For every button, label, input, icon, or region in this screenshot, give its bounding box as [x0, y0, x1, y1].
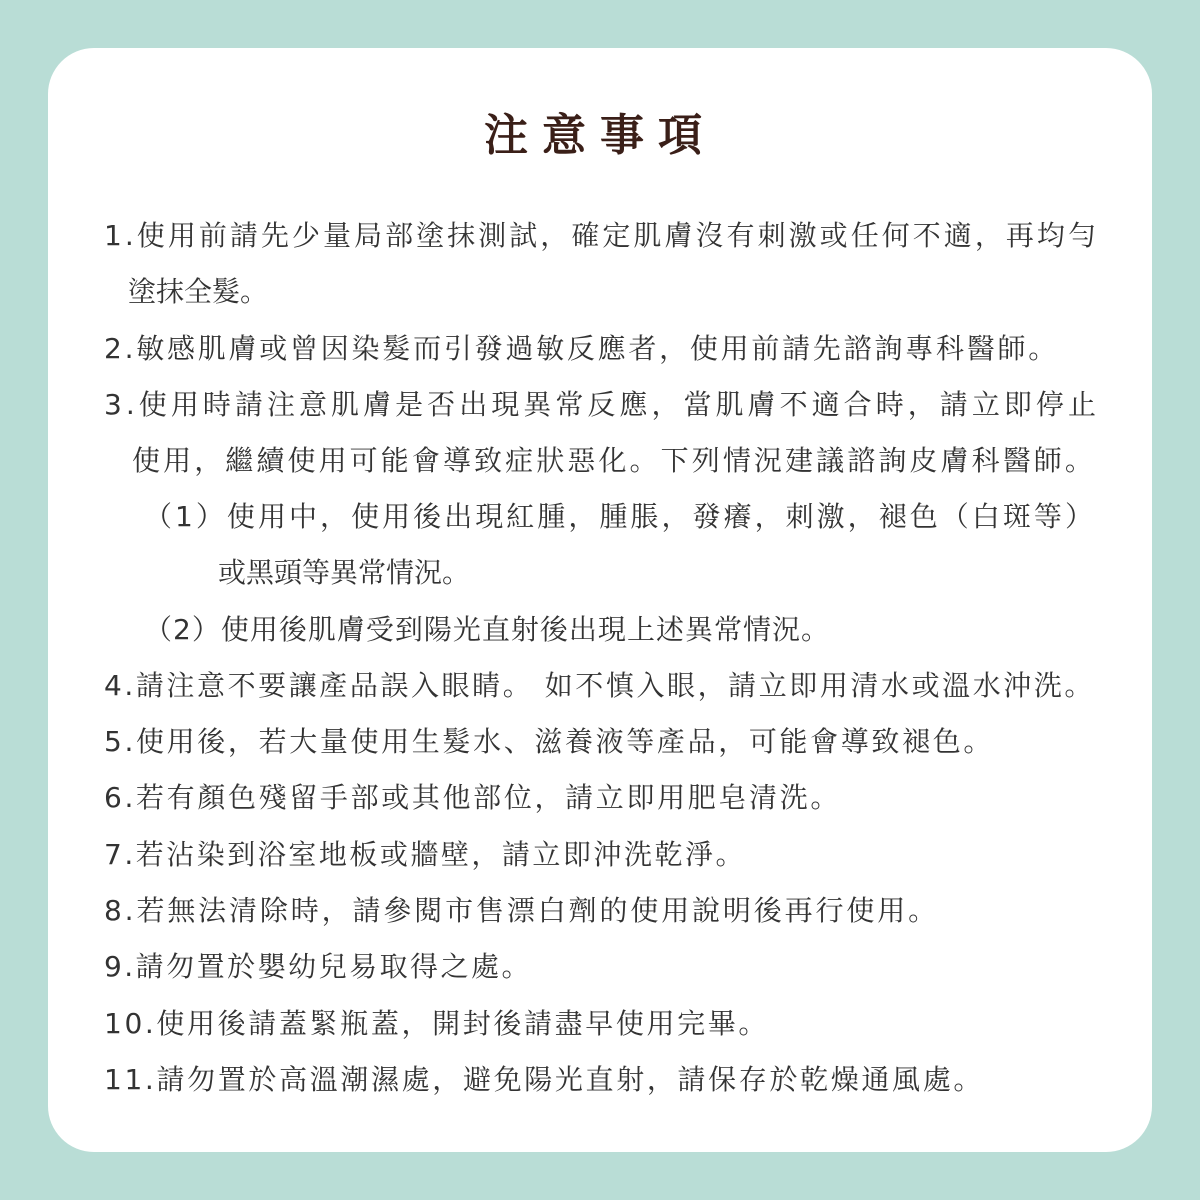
- notice-item-9: 9.請勿置於嬰幼兒易取得之處。: [104, 950, 532, 983]
- notice-item-2: 2.敏感肌膚或曾因染髮而引發過敏反應者，使用前請先諮詢專科醫師。: [104, 332, 1059, 365]
- notice-subitem-2: （2）使用後肌膚受到陽光直射後出現上述異常情況。: [144, 613, 830, 646]
- notice-item-3: 3.使用時請注意肌膚是否出現異常反應，當肌膚不適合時，請立即停止: [104, 388, 1100, 421]
- notice-item-5: 5.使用後，若大量使用生髮水、滋養液等產品，可能會導致褪色。: [104, 725, 994, 758]
- notice-item-6: 6.若有顏色殘留手部或其他部位，請立即用肥皂清洗。: [104, 781, 841, 814]
- notice-subitem-1: （1）使用中，使用後出現紅腫，腫脹，發癢，刺激，褪色（白斑等）: [144, 500, 1096, 533]
- notice-item-1: 1.使用前請先少量局部塗抹測試，確定肌膚沒有刺激或任何不適，再均勻: [104, 219, 1099, 252]
- page-title: 注意事項: [484, 110, 716, 161]
- notice-item-10: 10.使用後請蓋緊瓶蓋，開封後請盡早使用完畢。: [104, 1007, 769, 1040]
- notice-item-3-continued: 使用，繼續使用可能會導致症狀惡化。下列情況建議諮詢皮膚科醫師。: [132, 444, 1096, 477]
- notice-item-8: 8.若無法清除時，請參閱市售漂白劑的使用說明後再行使用。: [104, 894, 939, 927]
- notice-item-11: 11.請勿置於高溫潮濕處，避免陽光直射，請保存於乾燥通風處。: [104, 1063, 984, 1096]
- notice-subitem-1-continued: 或黑頭等異常情況。: [218, 556, 471, 589]
- notice-item-1-continued: 塗抹全髮。: [128, 275, 269, 308]
- notice-item-7: 7.若沾染到浴室地板或牆壁，請立即沖洗乾淨。: [104, 838, 746, 871]
- notice-item-4: 4.請注意不要讓產品誤入眼睛。 如不慎入眼，請立即用清水或溫水沖洗。: [104, 669, 1095, 702]
